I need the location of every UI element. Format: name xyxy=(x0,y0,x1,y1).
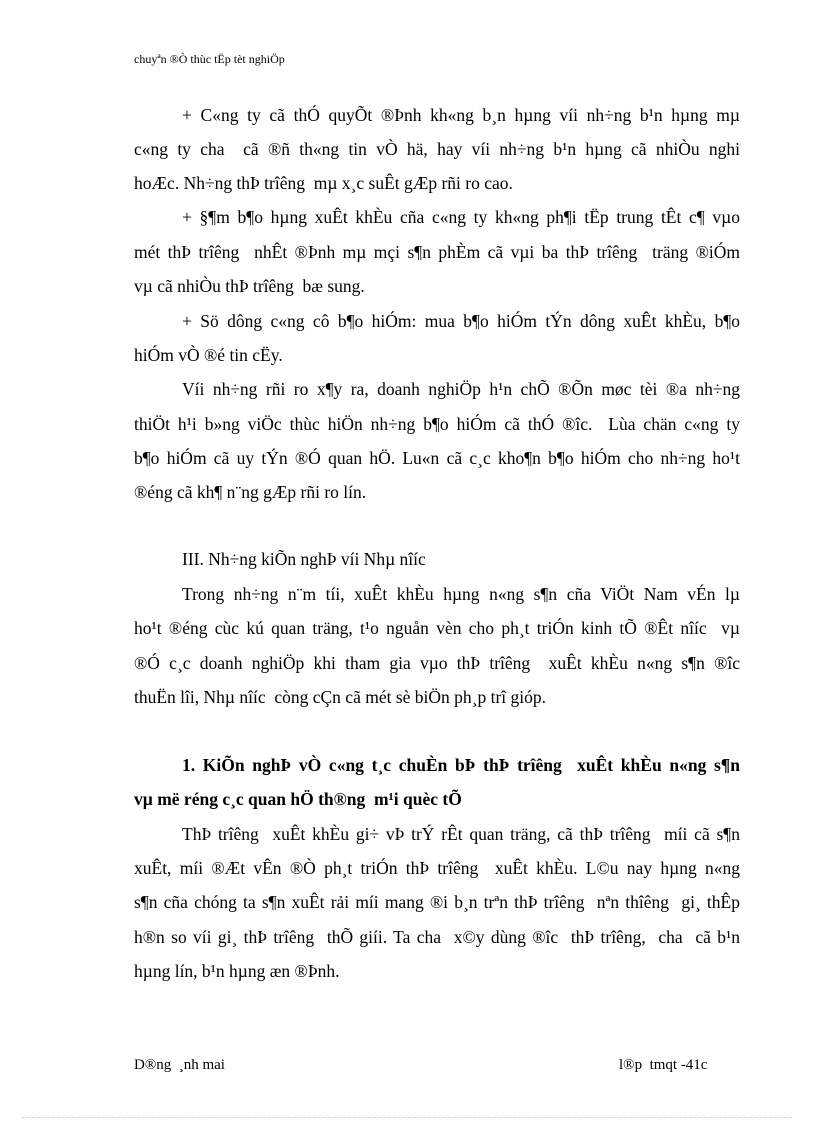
footer-class: l®p tmqt -41c xyxy=(619,1057,708,1073)
subsection-heading: 1. KiÕn nghÞ vÒ c«ng t¸c chuÈn bÞ thÞ trîêng xuÊt khÈu n«ng s¶n xyxy=(182,755,740,775)
text-line: ThÞ trîêng xuÊt khÈu gi÷ vÞ trÝ rÊt quan träng, cã thÞ trîêng míi cã s¶n xyxy=(182,824,740,844)
text-line: s¶n cña chóng ta s¶n xuÊt rải míi mang ®i b¸n trªn thÞ trîêng nªn thîêng gi¸ thÊp xyxy=(134,892,740,912)
text-line: thiÖt h¹i b»ng viÖc thùc hiÖn nh÷ng b¶o hiÓm cã thÓ ®îc. Lùa chän c«ng ty xyxy=(134,414,740,434)
text-line: ®éng cã kh¶ n¨ng gÆp rñi ro lín. xyxy=(134,482,367,502)
text-line: ®Ó c¸c doanh nghiÖp khi tham gia vµo thÞ trîêng xuÊt khÈu n«ng s¶n ®îc xyxy=(134,653,740,673)
section-heading: III. Nh÷ng kiÕn nghÞ víi Nhµ nîíc xyxy=(182,549,426,569)
text-line: Víi nh÷ng rñi ro x¶y ra, doanh nghiÖp h¹n chÕ ®Õn møc tèi ®a nh÷ng xyxy=(182,379,740,399)
page-divider xyxy=(22,1117,792,1118)
text-line: Trong nh÷ng n¨m tíi, xuÊt khÈu hµng n«ng s¶n cña ViÖt Nam vÉn lµ xyxy=(182,584,740,604)
text-line: hµng lín, b¹n hµng æn ®Þnh. xyxy=(134,961,340,981)
text-line: c«ng ty cha cã ®ñ th«ng tin vÒ hä, hay víi nh÷ng b¹n hµng cã nhiÒu nghi xyxy=(134,139,740,159)
text-line: + Sö dông c«ng cô b¶o hiÓm: mua b¶o hiÓm tÝn dông xuÊt khÈu, b¶o xyxy=(182,311,740,331)
subsection-heading: vµ më réng c¸c quan hÖ th®ng m¹i quèc tÕ xyxy=(134,789,462,809)
text-line: hoÆc. Nh÷ng thÞ trîêng mµ x¸c suÊt gÆp rñi ro cao. xyxy=(134,173,513,193)
text-line: b¶o hiÓm cã uy tÝn ®Ó quan hÖ. Lu«n cã c¸c kho¶n b¶o hiÓm cho nh÷ng ho¹t xyxy=(134,448,740,468)
footer-author: D®ng ¸nh mai xyxy=(134,1057,225,1073)
text-line: hiÓm vÒ ®é tin cËy. xyxy=(134,345,283,365)
text-line: mét thÞ trîêng nhÊt ®Þnh mµ mçi s¶n phÈm cã vµi ba thÞ trîêng träng ®iÓm xyxy=(134,242,740,262)
text-line: thuËn lîi, Nhµ nîíc còng cÇn cã mét sè biÖn ph¸p trî gióp. xyxy=(134,687,547,707)
text-line: + C«ng ty cã thÓ quyÕt ®Þnh kh«ng b¸n hµng víi nh÷ng b¹n hµng mµ xyxy=(182,105,740,125)
text-line: h®n so víi gi¸ thÞ trîêng thÕ giíi. Ta cha x©y dùng ®îc thÞ trîêng, cha cã b¹n xyxy=(134,927,740,947)
page-header: chuyªn ®Ò thùc tËp tèt nghiÖp xyxy=(134,52,285,66)
text-line: + §¶m b¶o hµng xuÊt khÈu cña c«ng ty kh«ng ph¶i tËp trung tÊt c¶ vµo xyxy=(182,207,740,227)
text-line: ho¹t ®éng cùc kú quan träng, t¹o nguån vèn cho ph¸t triÓn kinh tÕ ®Êt nîíc vµ xyxy=(134,618,740,638)
text-line: xuÊt, míi ®Æt vÊn ®Ò ph¸t triÓn thÞ trîêng xuÊt khÈu. L©u nay hµng n«ng xyxy=(134,858,740,878)
text-line: vµ cã nhiÒu thÞ trîêng bæ sung. xyxy=(134,276,365,296)
